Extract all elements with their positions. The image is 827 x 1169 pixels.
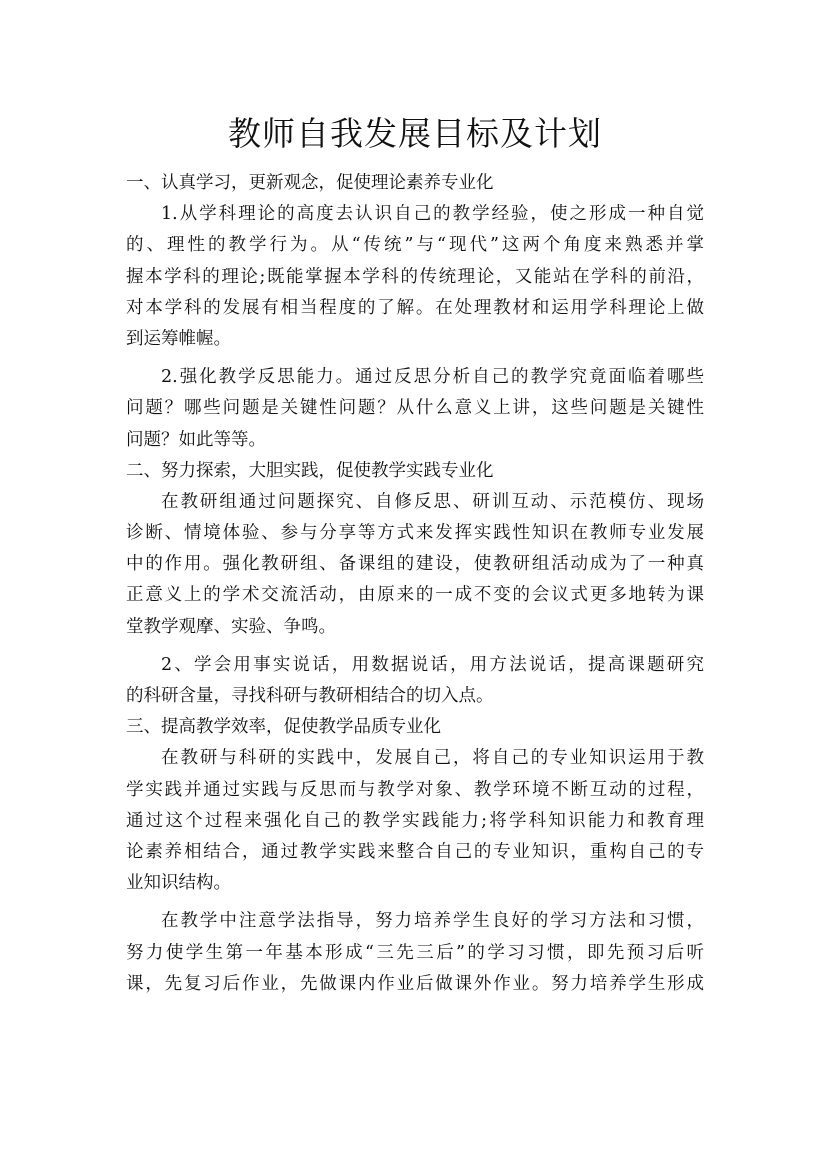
text-line: 在教学中注意学法指导，努力培养学生良好的学习方法和习惯， <box>161 911 704 932</box>
text-line: 在教研组通过问题探究、自修反思、研训互动、示范模仿、现场 <box>161 491 704 512</box>
text-line: 2.强化教学反思能力。通过反思分析自己的教学究竟面临着哪些 <box>161 367 704 388</box>
text-line: 问题？哪些问题是关键性问题？从什么意义上讲，这些问题是关键性 <box>126 398 704 419</box>
text-line: 2、学会用事实说话，用数据说话，用方法说话，提高课题研究 <box>161 654 704 675</box>
text-line: 的、理性的教学行为。从“传统”与“现代”这两个角度来熟悉并掌 <box>126 235 704 256</box>
text-line: 1.从学科理论的高度去认识自己的教学经验，使之形成一种自觉 <box>161 204 704 225</box>
text-line: 一、认真学习，更新观念，促使理论素养专业化 <box>126 173 494 193</box>
text-line: 课，先复习后作业，先做课内作业后做课外作业。努力培养学生形成 <box>126 973 704 994</box>
text-line: 到运筹帷幄。 <box>126 328 231 349</box>
text-line: 诊断、情境体验、参与分享等方式来发挥实践性知识在教师专业发展 <box>126 523 704 544</box>
document-page <box>126 108 704 1000</box>
text-line: 业知识结构。 <box>126 873 231 894</box>
text-line: 论素养相结合，通过教学实践来整合自己的专业知识，重构自己的专 <box>126 841 704 862</box>
text-line: 二、努力探索，大胆实践，促使教学实践专业化 <box>126 460 494 481</box>
text-line: 问题？如此等等。 <box>126 429 266 450</box>
text-line: 学实践并通过实践与反思而与教学对象、教学环境不断互动的过程， <box>126 779 704 800</box>
text-line: 正意义上的学术交流活动，由原来的一成不变的会议式更多地转为课 <box>126 585 704 606</box>
text-line: 堂教学观摩、实验、争鸣。 <box>126 616 336 637</box>
text-line: 在教研与科研的实践中，发展自己，将自己的专业知识运用于教 <box>161 748 704 769</box>
text-line: 对本学科的发展有相当程度的了解。在处理教材和运用学科理论上做 <box>126 297 704 318</box>
text-line: 握本学科的理论;既能掌握本学科的传统理论，又能站在学科的前沿， <box>126 266 704 287</box>
document-body <box>126 168 704 1000</box>
text-line: 中的作用。强化教研组、备课组的建设，使教研组活动成为了一种真 <box>126 554 704 575</box>
document-title: 教师自我发展目标及计划 <box>228 114 602 153</box>
text-line: 三、提高教学效率，促使教学品质专业化 <box>126 717 441 738</box>
text-line: 努力使学生第一年基本形成“三先三后”的学习习惯，即先预习后听 <box>126 942 704 963</box>
text-line: 通过这个过程来强化自己的教学实践能力;将学科知识能力和教育理 <box>126 810 704 831</box>
text-line: 的科研含量，寻找科研与教研相结合的切入点。 <box>126 686 494 706</box>
